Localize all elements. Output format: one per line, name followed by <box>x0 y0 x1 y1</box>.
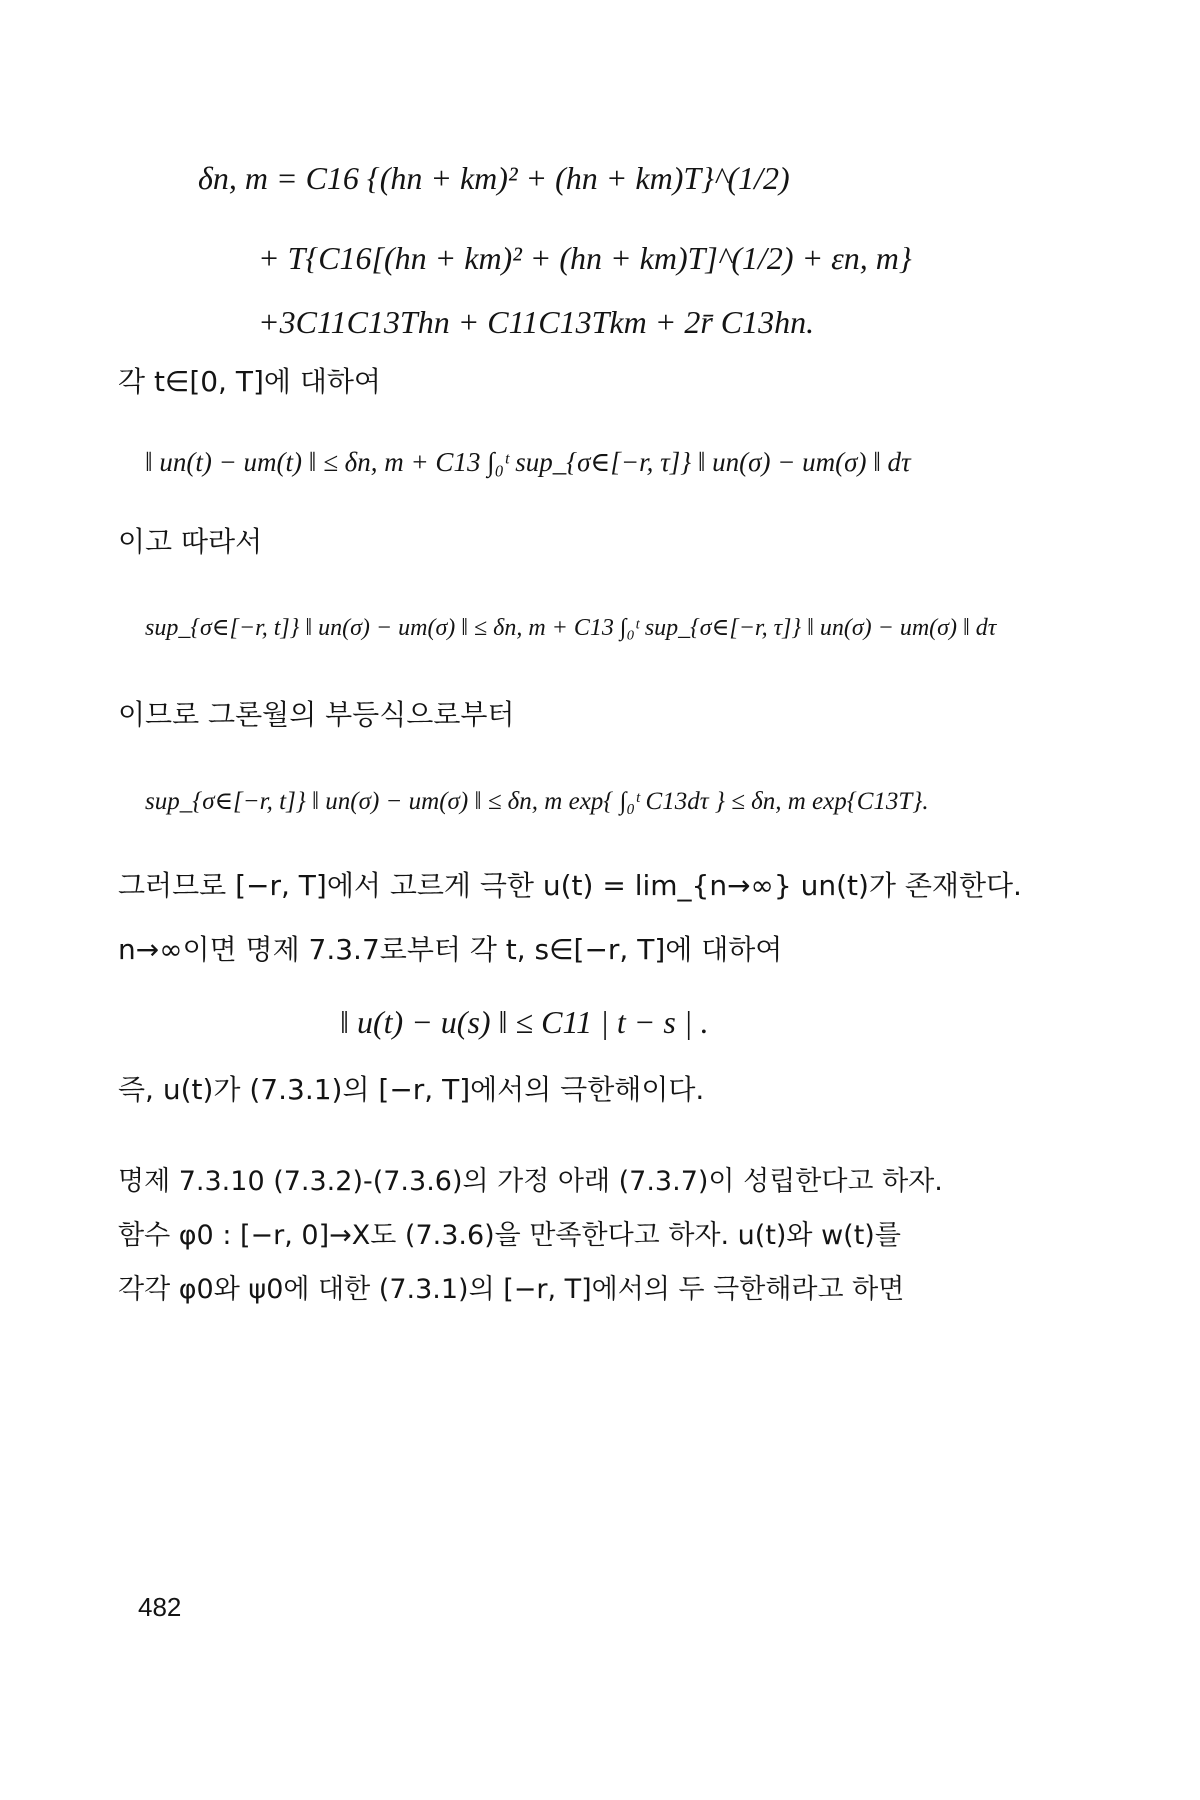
equation-line-7: ‖ u(t) − u(s) ‖ ≤ C11 | t − s | . <box>340 1004 709 1040</box>
equation-line-2: + T{C16[(hn + km)² + (hn + km)T]^(1/2) + εn, m} <box>258 240 912 276</box>
text-line-3: 이므로 그론월의 부등식으로부터 <box>118 698 515 731</box>
page-number: 482 <box>138 1592 182 1622</box>
text-line-4: 그러므로 [−r, T]에서 고르게 극한 u(t) = lim_{n→∞} un(t)가 존재한다. <box>118 869 1022 902</box>
text-line-6: 즉, u(t)가 (7.3.1)의 [−r, T]에서의 극한해이다. <box>118 1073 705 1106</box>
text-line-1: 각 t∈[0, T]에 대하여 <box>118 365 381 398</box>
equation-line-1: δn, m = C16 {(hn + km)² + (hn + km)T}^(1/2) <box>198 160 790 196</box>
equation-line-5: sup_{σ∈[−r, t]} ‖ un(σ) − um(σ) ‖ ≤ δn, m + C13 ∫₀ᵗ sup_{σ∈[−r, τ]} ‖ un(σ) − um(σ) ‖ dτ <box>145 615 997 641</box>
equation-line-4: ‖ un(t) − um(t) ‖ ≤ δn, m + C13 ∫₀ᵗ sup_{σ∈[−r, τ]} ‖ un(σ) − um(σ) ‖ dτ <box>145 447 911 477</box>
proposition-line-1: 명제 7.3.10 (7.3.2)-(7.3.6)의 가정 아래 (7.3.7)이 성립한다고 하자. <box>118 1166 943 1197</box>
proposition-line-3: 각각 φ0와 ψ0에 대한 (7.3.1)의 [−r, T]에서의 두 극한해라고 하면 <box>118 1274 905 1305</box>
equation-line-6: sup_{σ∈[−r, t]} ‖ un(σ) − um(σ) ‖ ≤ δn, m exp{ ∫₀ᵗ C13dτ } ≤ δn, m exp{C13T}. <box>145 788 929 815</box>
text-line-2: 이고 따라서 <box>118 525 263 558</box>
equation-line-3: +3C11C13Thn + C11C13Tkm + 2r̄ C13hn. <box>258 304 815 340</box>
text-line-5: n→∞이면 명제 7.3.7로부터 각 t, s∈[−r, T]에 대하여 <box>118 933 783 966</box>
proposition-line-2: 함수 φ0 : [−r, 0]→X도 (7.3.6)을 만족한다고 하자. u(t)와 w(t)를 <box>118 1220 901 1251</box>
